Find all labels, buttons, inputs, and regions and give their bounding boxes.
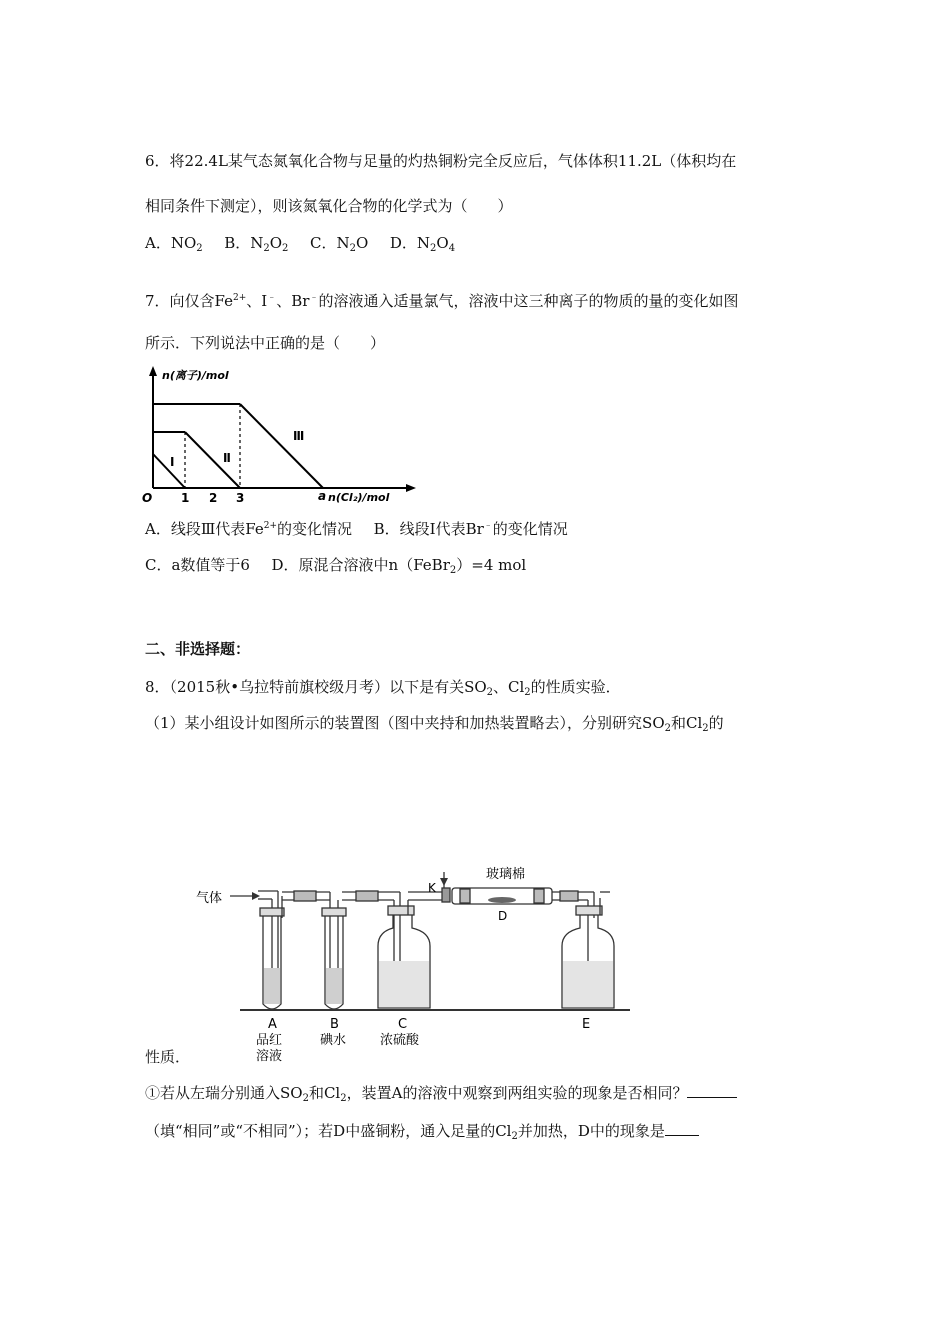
q7-option-d: D．原混合溶液中n（FeBr$_2$）=4 mol — [271, 556, 527, 576]
q7-option-b: B．线段Ⅰ代表Br﹣的变化情况 — [373, 520, 568, 538]
a-label: A — [268, 1017, 277, 1032]
q6-option-a: A．$NO_2$ — [145, 234, 203, 254]
valve-k-label: K — [428, 881, 436, 895]
b-label: B — [330, 1017, 339, 1032]
e-label: E — [582, 1017, 591, 1032]
q7-stem-line2: 所示．下列说法中正确的是（ ） — [145, 334, 386, 352]
q8-after-figure: 性质． — [145, 1048, 191, 1066]
b-name: 碘水 — [320, 1033, 347, 1048]
q8-stem-line1: 8．（2015秋•乌拉特前旗校级月考）以下是有关$SO_2$、$Cl_2$的性质实验． — [145, 678, 621, 698]
a-name-line1: 品红 — [256, 1033, 283, 1048]
q7-options-cd — [145, 554, 526, 576]
q8-subq1-line2: （填“相同”或“不相同”）；若D中盛铜粉，通入足量的$Cl_2$并加热，D中的现象是 — [145, 1120, 699, 1142]
c-name: 浓硫酸 — [380, 1033, 420, 1048]
graph-tick-2: 2 — [209, 491, 218, 505]
graph-seg2-label: Ⅱ — [223, 451, 231, 465]
q6-option-c: C．$N_2O$ — [309, 234, 369, 254]
graph-tick-3: 3 — [236, 491, 245, 505]
graph-ylabel: n(离子)/mol — [162, 369, 229, 382]
q6-options — [145, 232, 455, 254]
graph-xlabel: n(Cl₂)/mol — [328, 491, 390, 504]
q7-options-ab — [145, 518, 568, 539]
graph-origin: O — [142, 491, 153, 505]
graph-seg1-label: Ⅰ — [170, 455, 175, 469]
q6-option-d: D．$N_2O_4$ — [389, 234, 456, 254]
apparatus-diagram — [190, 858, 810, 1068]
gas-label: 气体 — [196, 891, 223, 906]
a-name-line2: 溶液 — [256, 1049, 283, 1064]
q7-option-c: C．a数值等于6 — [145, 556, 250, 574]
q6-option-b: B．$N_2O_2$ — [224, 234, 289, 254]
d-label: D — [498, 909, 508, 923]
q8-part1-line1: （1）某小组设计如图所示的装置图（图中夹持和加热装置略去），分别研究$SO_2$和$Cl_2$的 — [145, 714, 724, 734]
c-label: C — [398, 1017, 408, 1032]
answer-blank-1[interactable] — [687, 1083, 737, 1098]
q7-option-a: A．线段Ⅲ代表$Fe^{2+}$的变化情况 — [145, 520, 353, 538]
section-heading: 二、非选择题： — [145, 640, 251, 658]
q6-stem-line1: 6．将22.4L某气态氮氧化合物与足量的灼热铜粉完全反应后，气体体积11.2L（体积均在 — [145, 152, 737, 170]
graph-seg3-label: Ⅲ — [293, 429, 305, 443]
q7-stem-line1: 7．向仅含$Fe^{2+}$、I﹣、Br﹣的溶液通入适量氯气，溶液中这三种离子的物质的量的变化如图 — [145, 292, 739, 310]
graph-tick-1: 1 — [181, 491, 190, 505]
graph-tick-a: a — [318, 489, 327, 503]
glass-wool-label: 玻璃棉 — [486, 867, 526, 882]
q6-stem-line2: 相同条件下测定），则该氮氧化合物的化学式为（ ） — [145, 197, 513, 215]
q7-ion-graph — [140, 362, 420, 512]
q8-subq1-line1: ①若从左瑞分别通入$SO_2$和$Cl_2$，装置A的溶液中观察到两组实验的现象是否相同？ — [145, 1082, 737, 1104]
answer-blank-2[interactable] — [665, 1121, 699, 1136]
